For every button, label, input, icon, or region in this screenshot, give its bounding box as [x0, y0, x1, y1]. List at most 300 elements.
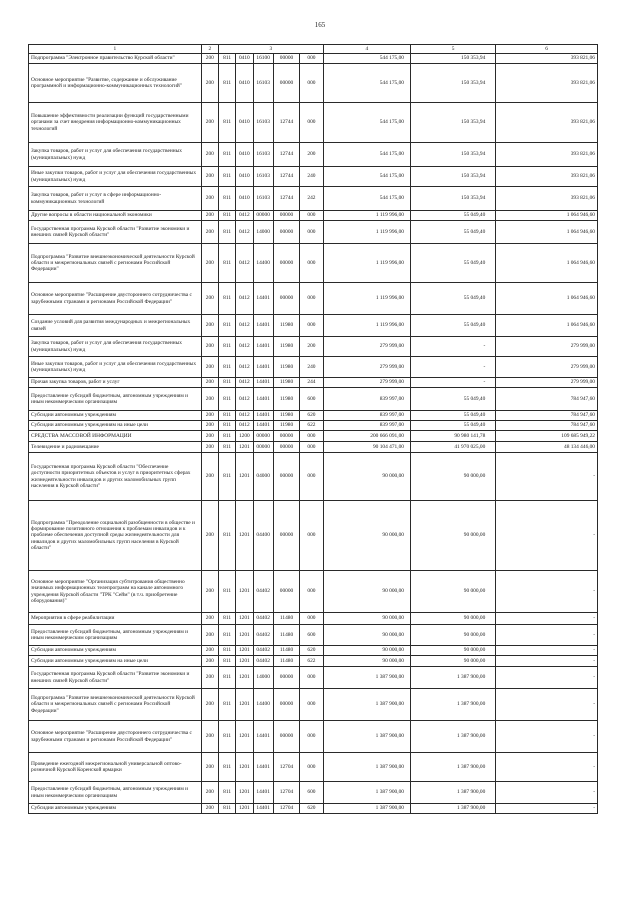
row-code-4: 14401 — [253, 378, 273, 388]
row-code-6: 000 — [300, 689, 323, 721]
table-row — [29, 421, 598, 431]
row-code-6: 200 — [300, 143, 323, 167]
row-code-4: 14401 — [253, 388, 273, 411]
row-code-3: 0410 — [236, 54, 253, 64]
table-row — [29, 501, 598, 571]
table-row — [29, 646, 598, 656]
row-value-col5: 90 000,00 — [410, 453, 495, 501]
row-code-6: 000 — [300, 64, 323, 103]
row-value-col5: 1 387 900,00 — [410, 667, 495, 689]
row-code-4: 14401 — [253, 421, 273, 431]
row-code-5: 11480 — [273, 613, 299, 625]
row-code-5: 00000 — [273, 211, 299, 221]
row-value-col4: 839 997,00 — [323, 388, 410, 411]
row-name: Подпрограмма "Электронное правительство Курской области" — [29, 54, 202, 64]
row-value-col6: - — [496, 453, 598, 501]
row-name: Основное мероприятие "Развитие, содержание и обслуживание программной и информационно-коммуникационных технологий" — [29, 64, 202, 103]
row-value-col6: 393 821,06 — [496, 64, 598, 103]
row-name: Основное мероприятие "Организация субтитрования общественно значимых информационных телепрограмм на канале автономного учреждения Курской области "ТРК "Сейм" (в т.ч. приобретение оборудования)" — [29, 571, 202, 613]
row-code-5: 11480 — [273, 656, 299, 667]
row-name: Субсидии автономным учреждениям — [29, 646, 202, 656]
row-code-6: 000 — [300, 54, 323, 64]
row-value-col5: 1 387 900,00 — [410, 721, 495, 753]
row-value-col6: 48 134 446,00 — [496, 442, 598, 453]
row-code-4: 14400 — [253, 689, 273, 721]
row-code-3: 0410 — [236, 187, 253, 211]
row-value-col6: 279 999,00 — [496, 337, 598, 357]
table-row — [29, 187, 598, 211]
row-code-4: 16103 — [253, 143, 273, 167]
row-code-5: 00000 — [273, 283, 299, 315]
table-row — [29, 378, 598, 388]
row-code-2: 811 — [218, 656, 235, 667]
row-name: Повышение эффективности реализации функций государственными органами за счет внедрения информационно-коммуникационных технологий — [29, 103, 202, 143]
row-code-6: 000 — [300, 613, 323, 625]
row-code-1: 200 — [201, 782, 218, 804]
row-value-col4: 90 000,00 — [323, 501, 410, 571]
row-name: Закупка товаров, работ и услуг для обеспечения государственных (муниципальных) нужд — [29, 143, 202, 167]
row-code-1: 200 — [201, 388, 218, 411]
row-code-4: 04000 — [253, 453, 273, 501]
row-code-4: 16103 — [253, 64, 273, 103]
row-code-5: 00000 — [273, 501, 299, 571]
row-code-3: 1201 — [236, 625, 253, 646]
row-code-4: 14401 — [253, 753, 273, 782]
row-value-col4: 90 000,00 — [323, 453, 410, 501]
row-code-1: 200 — [201, 656, 218, 667]
row-code-3: 1201 — [236, 646, 253, 656]
row-value-col4: 90 000,00 — [323, 656, 410, 667]
budget-table — [28, 44, 598, 814]
row-code-2: 811 — [218, 221, 235, 244]
row-code-2: 811 — [218, 167, 235, 187]
row-value-col6: 279 999,00 — [496, 378, 598, 388]
row-code-3: 1201 — [236, 442, 253, 453]
row-value-col5: 150 353,94 — [410, 103, 495, 143]
row-code-4: 04402 — [253, 646, 273, 656]
row-code-2: 811 — [218, 667, 235, 689]
table-row — [29, 782, 598, 804]
row-code-1: 200 — [201, 64, 218, 103]
row-code-4: 14401 — [253, 804, 273, 814]
row-code-2: 811 — [218, 103, 235, 143]
row-name: Подпрограмма "Преодоление социальной разобщенности в обществе и формирование позитивного отношения к проблемам инвалидов и к проблеме обеспечения доступной среды жизнедеятельности для инвалидов и других маломобильных групп населения в Курской области" — [29, 501, 202, 571]
row-code-3: 0410 — [236, 167, 253, 187]
table-row — [29, 64, 598, 103]
row-code-4: 04400 — [253, 501, 273, 571]
row-code-3: 0412 — [236, 283, 253, 315]
row-value-col6: 1 064 946,60 — [496, 315, 598, 337]
table-row — [29, 656, 598, 667]
row-code-6: 600 — [300, 625, 323, 646]
row-code-4: 14401 — [253, 721, 273, 753]
table-row — [29, 244, 598, 283]
row-value-col6: - — [496, 571, 598, 613]
row-code-3: 0412 — [236, 388, 253, 411]
row-name: Закупка товаров, работ и услуг для обеспечения государственных (муниципальных) нужд — [29, 337, 202, 357]
row-code-3: 1201 — [236, 613, 253, 625]
table-row — [29, 453, 598, 501]
row-value-col5: 90 000,00 — [410, 613, 495, 625]
row-code-4: 14000 — [253, 667, 273, 689]
row-value-col5: 90 000,00 — [410, 625, 495, 646]
row-value-col4: 544 175,00 — [323, 54, 410, 64]
row-code-1: 200 — [201, 721, 218, 753]
row-code-5: 00000 — [273, 64, 299, 103]
row-code-1: 200 — [201, 753, 218, 782]
row-value-col5: 150 353,94 — [410, 187, 495, 211]
row-value-col6: 393 821,06 — [496, 143, 598, 167]
row-code-2: 811 — [218, 613, 235, 625]
header-col-6: 6 — [496, 45, 598, 54]
row-value-col4: 839 997,00 — [323, 421, 410, 431]
row-value-col5: 90 000,00 — [410, 646, 495, 656]
row-code-4: 04402 — [253, 625, 273, 646]
row-value-col4: 544 175,00 — [323, 103, 410, 143]
row-value-col5: 1 387 900,00 — [410, 804, 495, 814]
row-code-2: 811 — [218, 337, 235, 357]
table-row — [29, 721, 598, 753]
row-code-5: 00000 — [273, 431, 299, 442]
row-code-2: 811 — [218, 721, 235, 753]
row-code-4: 14401 — [253, 357, 273, 378]
row-value-col6: - — [496, 804, 598, 814]
row-code-4: 04402 — [253, 571, 273, 613]
row-code-2: 811 — [218, 411, 235, 421]
row-code-3: 1201 — [236, 721, 253, 753]
row-name: Подпрограмма "Развитие внешнеэкономической деятельности Курской области и межрегиональных связей с регионами Российской Федерации" — [29, 689, 202, 721]
table-row — [29, 283, 598, 315]
row-name: Субсидии автономным учреждениям — [29, 804, 202, 814]
table-body — [29, 54, 598, 814]
table-row — [29, 625, 598, 646]
row-code-6: 000 — [300, 315, 323, 337]
row-code-5: 00000 — [273, 442, 299, 453]
row-value-col4: 544 175,00 — [323, 167, 410, 187]
row-value-col4: 1 119 996,00 — [323, 211, 410, 221]
row-value-col4: 1 119 996,00 — [323, 244, 410, 283]
row-code-5: 12744 — [273, 187, 299, 211]
row-code-1: 200 — [201, 625, 218, 646]
row-name: Иные закупки товаров, работ и услуг для обеспечения государственных (муниципальных) нужд — [29, 357, 202, 378]
table-row — [29, 613, 598, 625]
row-name: Государственная программа Курской области "Обеспечение доступности приоритетных объектов и услуг в приоритетных сферах жизнедеятельности инвалидов и других маломобильных групп населения в Курской области" — [29, 453, 202, 501]
table-row — [29, 103, 598, 143]
row-value-col6: 1 064 946,60 — [496, 244, 598, 283]
row-code-4: 16100 — [253, 54, 273, 64]
row-value-col5: 1 387 900,00 — [410, 782, 495, 804]
table-row — [29, 411, 598, 421]
row-value-col5: 55 049,40 — [410, 283, 495, 315]
row-value-col6: - — [496, 721, 598, 753]
row-code-3: 0410 — [236, 103, 253, 143]
row-code-5: 00000 — [273, 54, 299, 64]
page-number: 165 — [314, 21, 326, 29]
row-code-2: 811 — [218, 442, 235, 453]
row-value-col4: 200 666 091,00 — [323, 431, 410, 442]
row-code-4: 16103 — [253, 167, 273, 187]
row-code-1: 200 — [201, 431, 218, 442]
row-code-1: 200 — [201, 357, 218, 378]
row-value-col5: - — [410, 378, 495, 388]
row-name: Субсидии автономным учреждениям на иные цели — [29, 656, 202, 667]
row-code-5: 11980 — [273, 411, 299, 421]
row-code-1: 200 — [201, 211, 218, 221]
table-row — [29, 211, 598, 221]
row-code-5: 11980 — [273, 315, 299, 337]
row-name: СРЕДСТВА МАССОВОЙ ИНФОРМАЦИИ — [29, 431, 202, 442]
row-code-5: 00000 — [273, 221, 299, 244]
row-code-2: 811 — [218, 357, 235, 378]
table-row — [29, 388, 598, 411]
row-value-col5: 55 049,40 — [410, 211, 495, 221]
row-value-col4: 1 387 900,00 — [323, 782, 410, 804]
row-code-6: 000 — [300, 221, 323, 244]
row-value-col4: 544 175,00 — [323, 187, 410, 211]
row-code-3: 0412 — [236, 244, 253, 283]
row-code-2: 811 — [218, 421, 235, 431]
row-code-2: 811 — [218, 625, 235, 646]
row-code-2: 811 — [218, 501, 235, 571]
row-value-col5: 90 000,00 — [410, 656, 495, 667]
row-code-5: 11480 — [273, 625, 299, 646]
row-name: Мероприятия в сфере реабилитации — [29, 613, 202, 625]
row-value-col4: 544 175,00 — [323, 143, 410, 167]
table-row — [29, 667, 598, 689]
row-value-col6: 279 999,00 — [496, 357, 598, 378]
row-code-4: 14401 — [253, 283, 273, 315]
row-value-col6: 784 947,60 — [496, 411, 598, 421]
row-code-2: 811 — [218, 187, 235, 211]
row-value-col6: 784 947,60 — [496, 421, 598, 431]
row-code-2: 811 — [218, 689, 235, 721]
row-value-col6: 1 064 946,60 — [496, 211, 598, 221]
row-code-6: 000 — [300, 283, 323, 315]
row-value-col5: 55 049,40 — [410, 411, 495, 421]
row-code-1: 200 — [201, 453, 218, 501]
table-row — [29, 753, 598, 782]
row-code-6: 620 — [300, 804, 323, 814]
row-value-col5: 150 353,94 — [410, 143, 495, 167]
row-value-col6: 393 821,06 — [496, 187, 598, 211]
row-code-6: 000 — [300, 442, 323, 453]
row-code-3: 0412 — [236, 211, 253, 221]
row-value-col5: 90 000,00 — [410, 501, 495, 571]
row-name: Телевидение и радиовещание — [29, 442, 202, 453]
row-code-1: 200 — [201, 283, 218, 315]
header-row — [29, 45, 598, 54]
row-code-2: 811 — [218, 378, 235, 388]
row-code-3: 0412 — [236, 357, 253, 378]
row-code-5: 12744 — [273, 167, 299, 187]
row-code-5: 00000 — [273, 721, 299, 753]
row-code-4: 14401 — [253, 337, 273, 357]
table-row — [29, 804, 598, 814]
row-code-1: 200 — [201, 143, 218, 167]
row-name: Государственная программа Курской области "Развитие экономики и внешних связей Курской области" — [29, 667, 202, 689]
row-code-1: 200 — [201, 613, 218, 625]
row-code-1: 200 — [201, 103, 218, 143]
row-code-5: 12704 — [273, 782, 299, 804]
row-code-4: 14401 — [253, 782, 273, 804]
row-code-1: 200 — [201, 244, 218, 283]
row-code-6: 620 — [300, 411, 323, 421]
row-name: Иные закупки товаров, работ и услуг для обеспечения государственных (муниципальных) нужд — [29, 167, 202, 187]
row-code-2: 811 — [218, 54, 235, 64]
row-value-col4: 1 387 900,00 — [323, 689, 410, 721]
row-value-col5: 41 970 025,00 — [410, 442, 495, 453]
row-value-col5: 1 387 900,00 — [410, 753, 495, 782]
row-code-2: 811 — [218, 315, 235, 337]
row-code-3: 0412 — [236, 315, 253, 337]
row-name: Предоставление субсидий бюджетным, автономным учреждениям и иным некоммерческим организациям — [29, 782, 202, 804]
row-code-6: 240 — [300, 357, 323, 378]
row-code-3: 0412 — [236, 378, 253, 388]
row-code-1: 200 — [201, 667, 218, 689]
row-value-col5: - — [410, 337, 495, 357]
row-name: Предоставление субсидий бюджетным, автономным учреждениям и иным некоммерческим организациям — [29, 625, 202, 646]
row-value-col4: 1 387 900,00 — [323, 721, 410, 753]
row-code-5: 11980 — [273, 378, 299, 388]
row-value-col4: 1 119 996,00 — [323, 283, 410, 315]
row-code-2: 811 — [218, 753, 235, 782]
row-value-col6: 393 821,06 — [496, 54, 598, 64]
row-code-6: 000 — [300, 431, 323, 442]
row-code-4: 14401 — [253, 315, 273, 337]
row-code-4: 04402 — [253, 656, 273, 667]
row-code-1: 200 — [201, 804, 218, 814]
row-code-2: 811 — [218, 244, 235, 283]
row-code-5: 00000 — [273, 667, 299, 689]
row-value-col6: - — [496, 667, 598, 689]
row-code-5: 00000 — [273, 453, 299, 501]
row-value-col5: 55 049,40 — [410, 315, 495, 337]
row-value-col4: 1 387 900,00 — [323, 667, 410, 689]
row-code-3: 1201 — [236, 453, 253, 501]
row-code-4: 16103 — [253, 187, 273, 211]
header-col-3: 3 — [218, 45, 323, 54]
table-row — [29, 221, 598, 244]
row-value-col6: - — [496, 656, 598, 667]
row-code-2: 811 — [218, 782, 235, 804]
row-name: Закупка товаров, работ и услуг в сфере информационно-коммуникационных технологий — [29, 187, 202, 211]
row-name: Субсидии автономным учреждениям — [29, 411, 202, 421]
row-code-3: 0412 — [236, 421, 253, 431]
row-value-col6: - — [496, 625, 598, 646]
row-code-1: 200 — [201, 411, 218, 421]
row-code-1: 200 — [201, 689, 218, 721]
row-code-2: 811 — [218, 143, 235, 167]
row-code-6: 600 — [300, 782, 323, 804]
header-col-4: 4 — [323, 45, 410, 54]
row-value-col4: 544 175,00 — [323, 64, 410, 103]
header-col-1: 1 — [29, 45, 202, 54]
row-code-1: 200 — [201, 315, 218, 337]
row-value-col5: 90 000,00 — [410, 571, 495, 613]
row-code-3: 1201 — [236, 667, 253, 689]
row-value-col4: 90 000,00 — [323, 571, 410, 613]
row-code-2: 811 — [218, 453, 235, 501]
row-code-6: 000 — [300, 103, 323, 143]
row-code-3: 0410 — [236, 143, 253, 167]
row-code-5: 12704 — [273, 753, 299, 782]
row-code-1: 200 — [201, 571, 218, 613]
row-code-4: 14400 — [253, 244, 273, 283]
row-value-col4: 279 999,00 — [323, 337, 410, 357]
table-row — [29, 442, 598, 453]
table-row — [29, 167, 598, 187]
row-value-col4: 1 387 900,00 — [323, 804, 410, 814]
row-value-col4: 1 119 996,00 — [323, 221, 410, 244]
table-row — [29, 337, 598, 357]
row-code-4: 04402 — [253, 613, 273, 625]
row-code-3: 1201 — [236, 782, 253, 804]
row-code-2: 811 — [218, 283, 235, 315]
row-code-5: 11980 — [273, 388, 299, 411]
row-code-3: 1201 — [236, 656, 253, 667]
row-code-4: 14000 — [253, 221, 273, 244]
row-value-col6: 784 947,60 — [496, 388, 598, 411]
header-col-2: 2 — [201, 45, 218, 54]
row-code-3: 1201 — [236, 571, 253, 613]
row-code-3: 1201 — [236, 753, 253, 782]
table-row — [29, 431, 598, 442]
row-code-6: 622 — [300, 656, 323, 667]
row-name: Предоставление субсидий бюджетным, автономным учреждениям и иным некоммерческим организациям — [29, 388, 202, 411]
table-row — [29, 54, 598, 64]
row-code-1: 200 — [201, 378, 218, 388]
row-value-col4: 1 119 996,00 — [323, 315, 410, 337]
row-code-4: 00000 — [253, 431, 273, 442]
row-value-col4: 90 000,00 — [323, 646, 410, 656]
row-code-6: 000 — [300, 211, 323, 221]
table-row — [29, 571, 598, 613]
row-code-2: 811 — [218, 571, 235, 613]
row-name: Государственная программа Курской области "Развитие экономики и внешних связей Курской области" — [29, 221, 202, 244]
row-code-5: 12744 — [273, 143, 299, 167]
row-code-5: 00000 — [273, 689, 299, 721]
row-value-col4: 839 997,00 — [323, 411, 410, 421]
row-code-4: 00000 — [253, 442, 273, 453]
row-code-1: 200 — [201, 501, 218, 571]
row-value-col6: 393 821,06 — [496, 103, 598, 143]
row-code-3: 0412 — [236, 221, 253, 244]
row-code-3: 0412 — [236, 337, 253, 357]
row-value-col4: 90 000,00 — [323, 625, 410, 646]
row-code-6: 000 — [300, 721, 323, 753]
row-name: Основное мероприятие "Расширение двустороннего сотрудничества с зарубежными странами и регионами Российской Федерации" — [29, 721, 202, 753]
header-col-5: 5 — [410, 45, 495, 54]
row-value-col5: 150 353,94 — [410, 64, 495, 103]
table-row — [29, 689, 598, 721]
row-code-1: 200 — [201, 167, 218, 187]
row-name: Подпрограмма "Развитие внешнеэкономической деятельности Курской области и межрегиональных связей с регионами Российской Федерации" — [29, 244, 202, 283]
row-value-col6: - — [496, 646, 598, 656]
row-code-1: 200 — [201, 421, 218, 431]
table-row — [29, 143, 598, 167]
row-code-6: 622 — [300, 421, 323, 431]
row-code-3: 1201 — [236, 689, 253, 721]
row-code-2: 811 — [218, 804, 235, 814]
row-value-col4: 90 104 471,00 — [323, 442, 410, 453]
row-code-4: 16103 — [253, 103, 273, 143]
row-code-6: 000 — [300, 453, 323, 501]
row-code-5: 12704 — [273, 804, 299, 814]
row-code-3: 1201 — [236, 501, 253, 571]
row-value-col6: - — [496, 501, 598, 571]
row-code-1: 200 — [201, 221, 218, 244]
row-code-6: 200 — [300, 337, 323, 357]
